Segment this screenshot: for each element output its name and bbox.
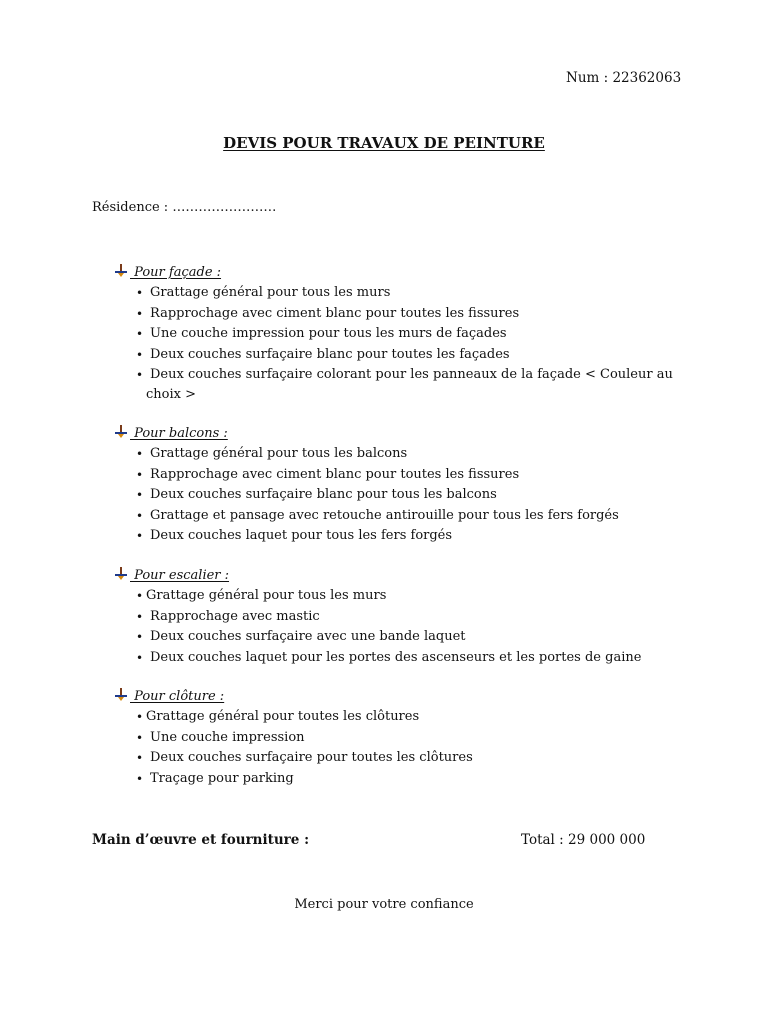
total-amount: Total : 29 000 000 (521, 832, 646, 848)
section-label: Pour escalier : (130, 568, 230, 583)
section-heading-escalier (114, 567, 229, 585)
list-item: • Grattage général pour tous les balcons (136, 444, 619, 465)
arrow-bullet-icon (114, 688, 128, 702)
list-item: • Deux couches laquet pour les portes des ascenseurs et les portes de gaine (136, 648, 641, 669)
residence-line: Résidence : …………………… (92, 200, 277, 215)
list-item: • Rapprochage avec ciment blanc pour toutes les fissures (136, 304, 680, 325)
list-item (136, 365, 680, 405)
arrow-bullet-icon (114, 425, 128, 439)
list-item: • Deux couches surfaçaire pour toutes les clôtures (136, 748, 473, 769)
list-item: • Grattage général pour tous les murs (136, 586, 641, 607)
thank-you-note: Merci pour votre confiance (294, 897, 474, 912)
list-item: • Rapprochage avec mastic (136, 607, 641, 628)
document-title: DEVIS POUR TRAVAUX DE PEINTURE (223, 134, 545, 152)
list-item-continuation: choix > (146, 387, 196, 402)
section-list-balcons (136, 444, 619, 547)
list-item: • Grattage et pansage avec retouche antirouille pour tous les fers forgés (136, 506, 619, 527)
list-item: • Traçage pour parking (136, 769, 473, 790)
list-item: • Deux couches surfaçaire blanc pour toutes les façades (136, 345, 680, 366)
section-heading-cloture (114, 688, 224, 706)
section-heading-balcons (114, 425, 228, 443)
section-list-facade (136, 283, 680, 405)
list-item-text: Deux couches surfaçaire colorant pour les panneaux de la façade < Couleur au (150, 367, 673, 382)
labor-and-supplies-label: Main d’œuvre et fourniture : (92, 832, 310, 848)
list-item: • Deux couches surfaçaire avec une bande laquet (136, 627, 641, 648)
arrow-bullet-icon (114, 567, 128, 581)
list-item: • Rapprochage avec ciment blanc pour toutes les fissures (136, 465, 619, 486)
section-list-escalier (136, 586, 641, 668)
section-heading-facade (114, 264, 221, 282)
list-item: • Grattage général pour toutes les clôtures (136, 707, 473, 728)
quote-number: Num : 22362063 (566, 70, 682, 86)
section-label: Pour clôture : (130, 689, 225, 704)
list-item: • Deux couches surfaçaire blanc pour tous les balcons (136, 485, 619, 506)
list-item: • Grattage général pour tous les murs (136, 283, 680, 304)
list-item: • Une couche impression (136, 728, 473, 749)
arrow-bullet-icon (114, 264, 128, 278)
section-label: Pour façade : (130, 265, 222, 280)
list-item: • Une couche impression pour tous les murs de façades (136, 324, 680, 345)
list-item: • Deux couches laquet pour tous les fers forgés (136, 526, 619, 547)
section-list-cloture (136, 707, 473, 789)
section-label: Pour balcons : (130, 426, 228, 441)
